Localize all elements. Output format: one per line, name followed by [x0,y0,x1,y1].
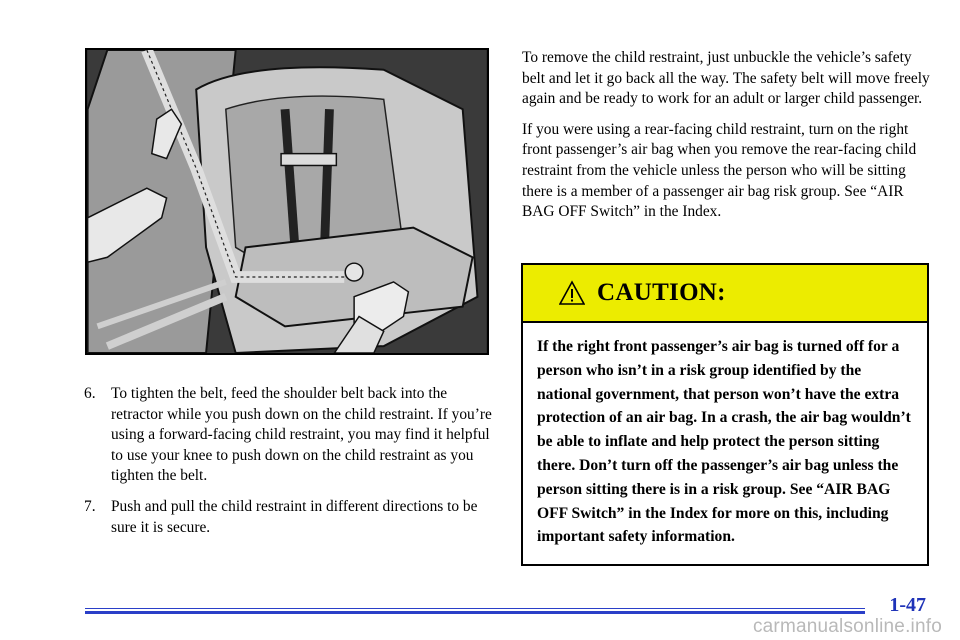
paragraph: To remove the child restraint, just unbuckle the vehicle’s safety belt and let it go back all the way. The safety belt will move freely again and be ready to work for an adult or larger child passenger. [522,49,930,108]
watermark: carmanualsonline.info [752,616,942,637]
step-number: 6. [84,385,96,402]
warning-triangle-icon [559,280,585,306]
step-text: Push and pull the child restraint in different directions to be sure it is secure. [111,497,478,536]
child-restraint-illustration [85,48,489,355]
footer-rule-thick [85,611,865,614]
footer-rule-thin [85,608,865,609]
page-number: 1-47 [889,594,926,616]
paragraph: If you were using a rear‑facing child restraint, turn on the right front passenger’s air bag when you remove the rear‑facing child restraint from the vehicle unless the person who will be sitting there is a member of a passenger air bag risk group. See “AIR BAG OFF Switch” in the Index. [522,120,917,221]
caution-title: CAUTION: [597,279,726,306]
caution-box [521,263,929,566]
caution-text: If the right front passenger’s air bag is turned off for a person who isn’t in a risk group identified by the national government, that person won’t have the extra protection of an air bag. In a crash, the air bag wouldn’t be able to inflate and help protect the person sitting there. Don’t turn off the passenger’s air bag unless the person sitting there is in a risk group. See “AIR BAG OFF Switch” in the Index for more on this, including important safety information. [537,338,911,546]
step-item [84,384,496,487]
child-seat-drawing [87,50,487,353]
step-text: To tighten the belt, feed the shoulder belt back into the retractor while you push down on the child restraint. If you’re using a forward‑facing child restraint, you may find it helpful to use your knee to push down on the child restraint as you tighten the belt. [111,385,492,485]
caution-header [523,265,927,323]
step-item [84,497,496,538]
right-column-text [522,48,934,233]
step-number: 7. [84,497,96,515]
instruction-steps [84,384,496,548]
